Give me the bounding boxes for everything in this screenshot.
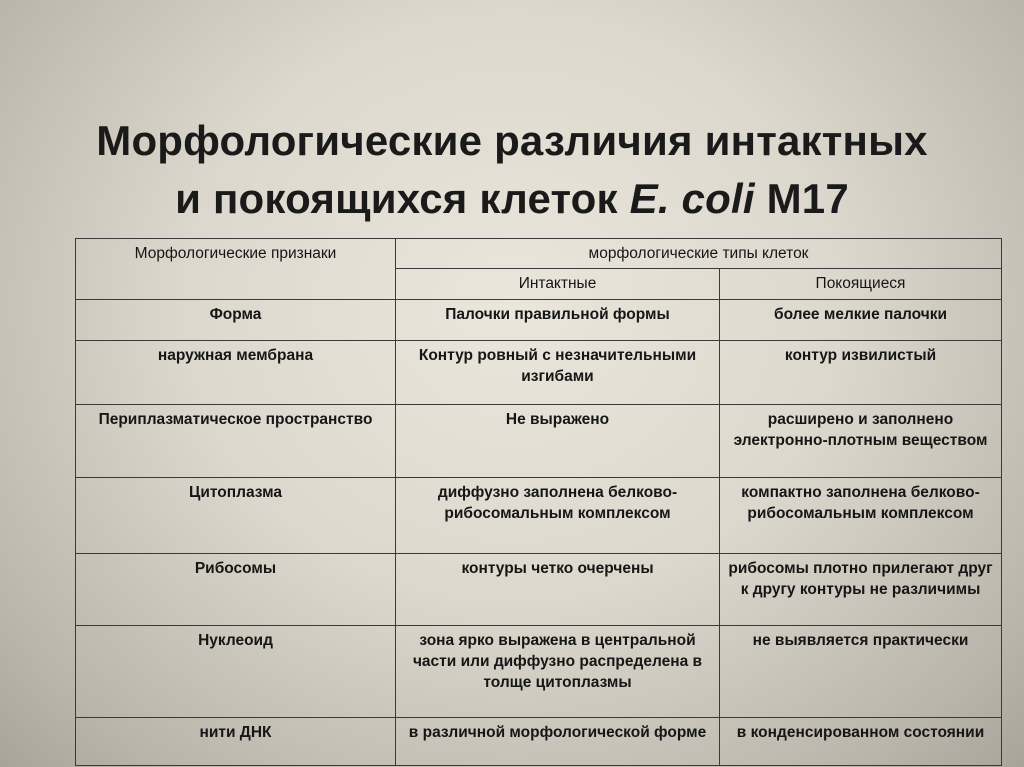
table-row bbox=[76, 626, 1002, 718]
table-row bbox=[76, 341, 1002, 405]
row-dormant: не выявляется практически bbox=[720, 626, 1002, 718]
title-line-1: Морфологические различия интактных bbox=[96, 117, 928, 164]
row-feature: Периплазматическое пространство bbox=[76, 405, 396, 478]
row-feature: Форма bbox=[76, 300, 396, 341]
row-intact: зона ярко выражена в центральной части или диффузно распределена в толще цитоплазмы bbox=[396, 626, 720, 718]
table-header-row bbox=[76, 239, 1002, 269]
row-intact: Контур ровный с незначительными изгибами bbox=[396, 341, 720, 405]
row-dormant: более мелкие палочки bbox=[720, 300, 1002, 341]
table-row bbox=[76, 718, 1002, 766]
row-dormant: контур извилистый bbox=[720, 341, 1002, 405]
table-row bbox=[76, 478, 1002, 554]
row-intact: Не выражено bbox=[396, 405, 720, 478]
table-row bbox=[76, 405, 1002, 478]
row-intact: в различной морфологической форме bbox=[396, 718, 720, 766]
comparison-table bbox=[75, 238, 1002, 766]
table-row bbox=[76, 300, 1002, 341]
row-feature: Рибосомы bbox=[76, 554, 396, 626]
header-features: Морфологические признаки bbox=[76, 239, 396, 300]
header-cell-types: морфологические типы клеток bbox=[396, 239, 1002, 269]
header-dormant: Покоящиеся bbox=[720, 269, 1002, 300]
title-organism-name: E. coli bbox=[629, 175, 755, 222]
row-dormant: расширено и заполнено электронно-плотным веществом bbox=[720, 405, 1002, 478]
row-intact: Палочки правильной формы bbox=[396, 300, 720, 341]
row-intact: контуры четко очерчены bbox=[396, 554, 720, 626]
row-feature: наружная мембрана bbox=[76, 341, 396, 405]
row-dormant: компактно заполнена белково-рибосомальным комплексом bbox=[720, 478, 1002, 554]
slide-title bbox=[0, 112, 1024, 228]
row-feature: Цитоплазма bbox=[76, 478, 396, 554]
title-line-2 bbox=[0, 170, 1024, 228]
title-line-2-suffix: М17 bbox=[754, 175, 849, 222]
row-dormant: в конденсированном состоянии bbox=[720, 718, 1002, 766]
row-feature: Нуклеоид bbox=[76, 626, 396, 718]
header-intact: Интактные bbox=[396, 269, 720, 300]
row-intact: диффузно заполнена белково-рибосомальным комплексом bbox=[396, 478, 720, 554]
row-dormant: рибосомы плотно прилегают друг к другу контуры не различимы bbox=[720, 554, 1002, 626]
table-row bbox=[76, 554, 1002, 626]
row-feature: нити ДНК bbox=[76, 718, 396, 766]
title-line-2-prefix: и покоящихся клеток bbox=[175, 175, 630, 222]
